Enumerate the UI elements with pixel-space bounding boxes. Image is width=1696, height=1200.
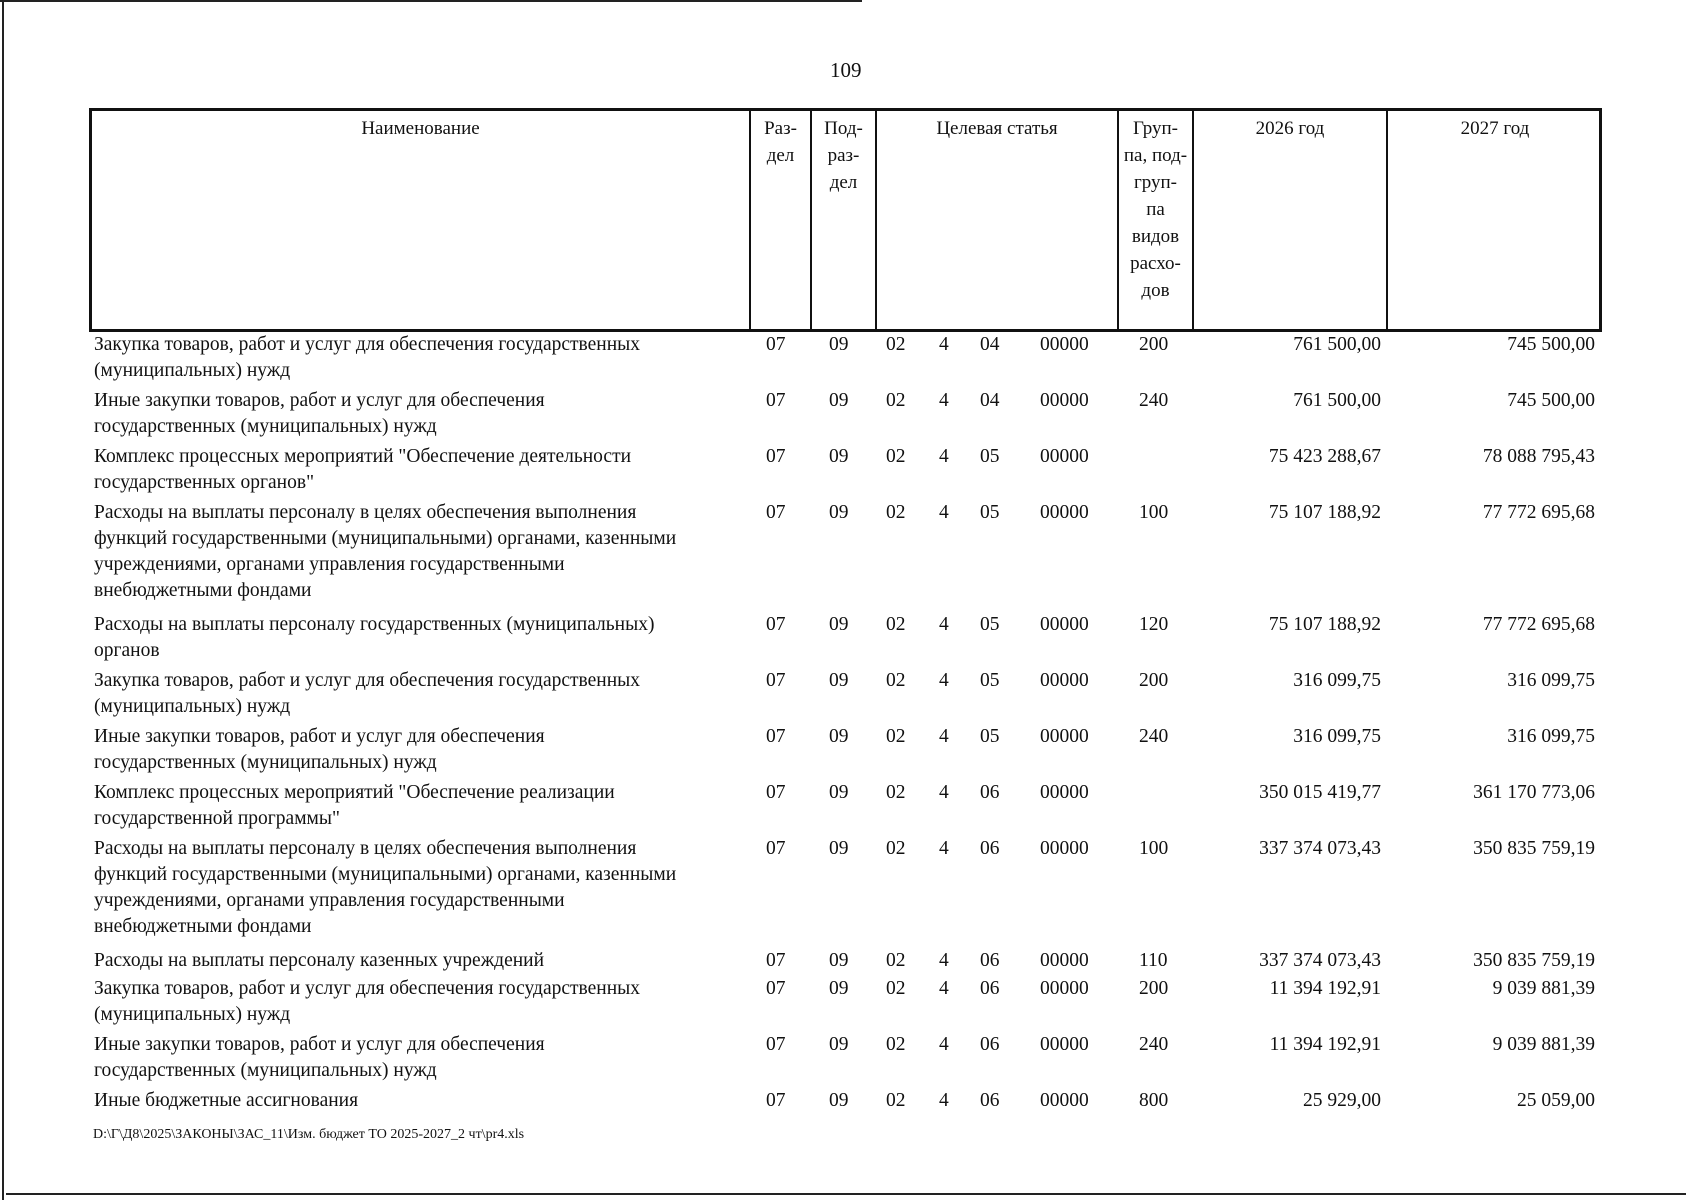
cell-group: 100 [1139, 838, 1169, 859]
cell-target-direction: 00000 [1040, 1034, 1089, 1055]
cell-name-line: (муниципальных) нужд [94, 1004, 291, 1025]
cell-target-type: 4 [939, 838, 949, 859]
cell-target-direction: 00000 [1040, 950, 1089, 971]
cell-target-complex: 06 [980, 978, 1000, 999]
table-row [89, 780, 1602, 836]
cell-podrazdel: 09 [829, 838, 849, 859]
cell-target-direction: 00000 [1040, 1090, 1089, 1111]
cell-amount-2026: 350 015 419,77 [1259, 782, 1381, 803]
page-number: 109 [830, 58, 862, 82]
cell-amount-2027: 350 835 759,19 [1473, 838, 1595, 859]
cell-name [94, 612, 744, 664]
cell-name-line: Расходы на выплаты персоналу в целях обеспечения выполнения [94, 502, 637, 523]
header-2027 [1388, 111, 1602, 329]
cell-razdel: 07 [766, 670, 786, 691]
cell-name-line: функций государственными (муниципальными) органами, казенными [94, 528, 677, 549]
header-razdel-line: Раз- [764, 118, 797, 139]
header-name [92, 111, 751, 329]
cell-name-line: (муниципальных) нужд [94, 360, 291, 381]
cell-amount-2026: 761 500,00 [1293, 390, 1381, 411]
cell-razdel: 07 [766, 726, 786, 747]
table-row [89, 724, 1602, 780]
cell-target-program: 02 [886, 670, 906, 691]
page-frame-top [0, 0, 862, 2]
cell-name [94, 332, 744, 384]
header-2026-label: 2026 год [1255, 118, 1325, 139]
cell-target-program: 02 [886, 978, 906, 999]
table-row [89, 976, 1602, 1032]
page-frame-left [2, 0, 4, 1200]
cell-amount-2026: 25 929,00 [1303, 1090, 1381, 1111]
cell-target-direction: 00000 [1040, 838, 1089, 859]
cell-name [94, 948, 744, 974]
cell-amount-2026: 316 099,75 [1293, 726, 1381, 747]
header-razdel-line: дел [766, 145, 795, 166]
cell-target-program: 02 [886, 390, 906, 411]
header-target [877, 111, 1119, 329]
cell-name-line: государственных органов" [94, 472, 315, 493]
cell-amount-2027: 78 088 795,43 [1482, 446, 1595, 467]
cell-name-line: государственной программы" [94, 808, 340, 829]
cell-target-direction: 00000 [1040, 446, 1089, 467]
cell-target-direction: 00000 [1040, 390, 1089, 411]
cell-razdel: 07 [766, 838, 786, 859]
cell-amount-2027: 350 835 759,19 [1473, 950, 1595, 971]
cell-name [94, 724, 744, 776]
cell-target-program: 02 [886, 334, 906, 355]
cell-target-direction: 00000 [1040, 502, 1089, 523]
cell-group: 800 [1139, 1090, 1169, 1111]
cell-target-program: 02 [886, 782, 906, 803]
cell-name-line: внебюджетными фондами [94, 580, 312, 601]
cell-name-line: Иные бюджетные ассигнования [94, 1090, 359, 1111]
cell-amount-2026: 761 500,00 [1293, 334, 1381, 355]
cell-target-complex: 06 [980, 1034, 1000, 1055]
table-row [89, 388, 1602, 444]
header-group-line: па [1146, 199, 1165, 220]
cell-target-direction: 00000 [1040, 334, 1089, 355]
cell-name-line: Иные закупки товаров, работ и услуг для обеспечения [94, 726, 545, 747]
cell-name-line: Расходы на выплаты персоналу в целях обеспечения выполнения [94, 838, 637, 859]
cell-razdel: 07 [766, 782, 786, 803]
table-row [89, 444, 1602, 500]
cell-target-type: 4 [939, 390, 949, 411]
cell-target-complex: 06 [980, 950, 1000, 971]
cell-amount-2027: 361 170 773,06 [1473, 782, 1595, 803]
cell-name-line: государственных (муниципальных) нужд [94, 1060, 437, 1081]
header-group-line: дов [1141, 280, 1170, 301]
header-group-line: груп- [1133, 172, 1178, 193]
header-razdel [751, 111, 812, 329]
cell-name-line: органов [94, 640, 160, 661]
cell-podrazdel: 09 [829, 1034, 849, 1055]
cell-group: 200 [1139, 334, 1169, 355]
cell-name-line: Комплекс процессных мероприятий "Обеспечение деятельности [94, 446, 632, 467]
cell-target-program: 02 [886, 446, 906, 467]
cell-amount-2027: 745 500,00 [1507, 334, 1595, 355]
cell-target-type: 4 [939, 502, 949, 523]
cell-amount-2027: 745 500,00 [1507, 390, 1595, 411]
cell-group: 240 [1139, 726, 1169, 747]
cell-target-complex: 05 [980, 614, 1000, 635]
cell-target-complex: 05 [980, 502, 1000, 523]
cell-razdel: 07 [766, 950, 786, 971]
footer-file-path: D:\Г\Д8\2025\ЗАКОНЫ\ЗАС_11\Изм. бюджет ТО 2025-2027_2 чт\pr4.xls [93, 1127, 525, 1142]
cell-target-complex: 05 [980, 446, 1000, 467]
cell-target-direction: 00000 [1040, 978, 1089, 999]
cell-amount-2027: 9 039 881,39 [1492, 1034, 1595, 1055]
table-row [89, 668, 1602, 724]
cell-name-line: Расходы на выплаты персоналу государственных (муниципальных) [94, 614, 655, 635]
cell-name-line: учреждениями, органами управления государственными [94, 890, 565, 911]
cell-target-type: 4 [939, 670, 949, 691]
cell-podrazdel: 09 [829, 502, 849, 523]
cell-target-complex: 05 [980, 726, 1000, 747]
cell-razdel: 07 [766, 978, 786, 999]
cell-name [94, 836, 744, 940]
cell-podrazdel: 09 [829, 446, 849, 467]
cell-amount-2026: 11 394 192,91 [1269, 978, 1381, 999]
cell-target-type: 4 [939, 1090, 949, 1111]
cell-razdel: 07 [766, 502, 786, 523]
cell-amount-2026: 11 394 192,91 [1269, 1034, 1381, 1055]
cell-target-program: 02 [886, 502, 906, 523]
cell-name-line: Иные закупки товаров, работ и услуг для обеспечения [94, 390, 545, 411]
cell-target-type: 4 [939, 1034, 949, 1055]
cell-target-type: 4 [939, 950, 949, 971]
cell-target-program: 02 [886, 838, 906, 859]
cell-group: 240 [1139, 390, 1169, 411]
cell-amount-2026: 316 099,75 [1293, 670, 1381, 691]
cell-podrazdel: 09 [829, 334, 849, 355]
cell-target-direction: 00000 [1040, 670, 1089, 691]
cell-podrazdel: 09 [829, 726, 849, 747]
cell-name [94, 1088, 744, 1114]
header-podrazdel-line: Под- [824, 118, 863, 139]
cell-target-type: 4 [939, 726, 949, 747]
cell-name [94, 668, 744, 720]
header-group-line: расхо- [1130, 253, 1181, 274]
cell-target-program: 02 [886, 1034, 906, 1055]
cell-podrazdel: 09 [829, 782, 849, 803]
page-frame-bottom [6, 1193, 1686, 1195]
cell-name [94, 780, 744, 832]
cell-name-line: Закупка товаров, работ и услуг для обеспечения государственных [94, 670, 641, 691]
header-group-line: Груп- [1132, 118, 1179, 139]
cell-podrazdel: 09 [829, 1090, 849, 1111]
cell-target-type: 4 [939, 614, 949, 635]
header-group-line: видов [1131, 226, 1180, 247]
header-2027-label: 2027 год [1460, 118, 1530, 139]
cell-name-line: государственных (муниципальных) нужд [94, 752, 437, 773]
table-row [89, 612, 1602, 668]
cell-name-line: Закупка товаров, работ и услуг для обеспечения государственных [94, 978, 641, 999]
cell-target-program: 02 [886, 726, 906, 747]
cell-podrazdel: 09 [829, 978, 849, 999]
cell-name-line: Закупка товаров, работ и услуг для обеспечения государственных [94, 334, 641, 355]
cell-group: 100 [1139, 502, 1169, 523]
cell-podrazdel: 09 [829, 614, 849, 635]
cell-target-program: 02 [886, 614, 906, 635]
cell-target-complex: 04 [980, 334, 1000, 355]
cell-group: 240 [1139, 1034, 1169, 1055]
cell-name-line: (муниципальных) нужд [94, 696, 291, 717]
cell-name-line: государственных (муниципальных) нужд [94, 416, 437, 437]
cell-name-line: функций государственными (муниципальными) органами, казенными [94, 864, 677, 885]
cell-podrazdel: 09 [829, 390, 849, 411]
cell-target-direction: 00000 [1040, 614, 1089, 635]
cell-amount-2026: 337 374 073,43 [1259, 838, 1381, 859]
cell-razdel: 07 [766, 614, 786, 635]
header-podrazdel-line: дел [829, 172, 858, 193]
cell-target-type: 4 [939, 334, 949, 355]
cell-amount-2027: 77 772 695,68 [1482, 614, 1595, 635]
cell-razdel: 07 [766, 1090, 786, 1111]
cell-name-line: Иные закупки товаров, работ и услуг для обеспечения [94, 1034, 545, 1055]
cell-target-direction: 00000 [1040, 782, 1089, 803]
cell-group: 120 [1139, 614, 1169, 635]
cell-amount-2026: 75 107 188,92 [1268, 502, 1381, 523]
cell-target-complex: 05 [980, 670, 1000, 691]
table-row [89, 836, 1602, 948]
cell-amount-2027: 25 059,00 [1517, 1090, 1595, 1111]
cell-name [94, 444, 744, 496]
cell-amount-2026: 337 374 073,43 [1259, 950, 1381, 971]
cell-group: 200 [1139, 670, 1169, 691]
cell-group: 110 [1139, 950, 1168, 971]
cell-name [94, 500, 744, 604]
table-row [89, 332, 1602, 388]
cell-name-line: Комплекс процессных мероприятий "Обеспечение реализации [94, 782, 615, 803]
table-row [89, 948, 1602, 976]
cell-razdel: 07 [766, 446, 786, 467]
cell-name-line: внебюджетными фондами [94, 916, 312, 937]
cell-target-type: 4 [939, 978, 949, 999]
header-podrazdel [812, 111, 877, 329]
header-name-label: Наименование [361, 118, 480, 139]
cell-amount-2027: 316 099,75 [1507, 670, 1595, 691]
cell-razdel: 07 [766, 390, 786, 411]
table-body [89, 332, 1602, 1128]
cell-name-line: Расходы на выплаты персоналу казенных учреждений [94, 950, 545, 971]
cell-name [94, 388, 744, 440]
table-row [89, 1088, 1602, 1128]
header-group-line: па, под- [1123, 145, 1188, 166]
cell-podrazdel: 09 [829, 950, 849, 971]
cell-target-type: 4 [939, 782, 949, 803]
cell-target-complex: 06 [980, 782, 1000, 803]
cell-target-program: 02 [886, 950, 906, 971]
cell-group: 200 [1139, 978, 1169, 999]
cell-podrazdel: 09 [829, 670, 849, 691]
cell-amount-2027: 77 772 695,68 [1482, 502, 1595, 523]
header-target-label: Целевая статья [936, 118, 1058, 139]
cell-name [94, 976, 744, 1028]
cell-amount-2026: 75 107 188,92 [1268, 614, 1381, 635]
cell-name-line: учреждениями, органами управления государственными [94, 554, 565, 575]
cell-target-direction: 00000 [1040, 726, 1089, 747]
cell-amount-2027: 9 039 881,39 [1492, 978, 1595, 999]
cell-target-type: 4 [939, 446, 949, 467]
cell-name [94, 1032, 744, 1084]
header-2026 [1194, 111, 1388, 329]
cell-razdel: 07 [766, 334, 786, 355]
cell-target-program: 02 [886, 1090, 906, 1111]
header-group [1119, 111, 1194, 329]
cell-amount-2027: 316 099,75 [1507, 726, 1595, 747]
cell-target-complex: 06 [980, 838, 1000, 859]
cell-target-complex: 06 [980, 1090, 1000, 1111]
cell-amount-2026: 75 423 288,67 [1268, 446, 1381, 467]
table-row [89, 1032, 1602, 1088]
table-row [89, 500, 1602, 612]
header-podrazdel-line: раз- [827, 145, 860, 166]
cell-target-complex: 04 [980, 390, 1000, 411]
table-header [89, 108, 1602, 332]
cell-razdel: 07 [766, 1034, 786, 1055]
